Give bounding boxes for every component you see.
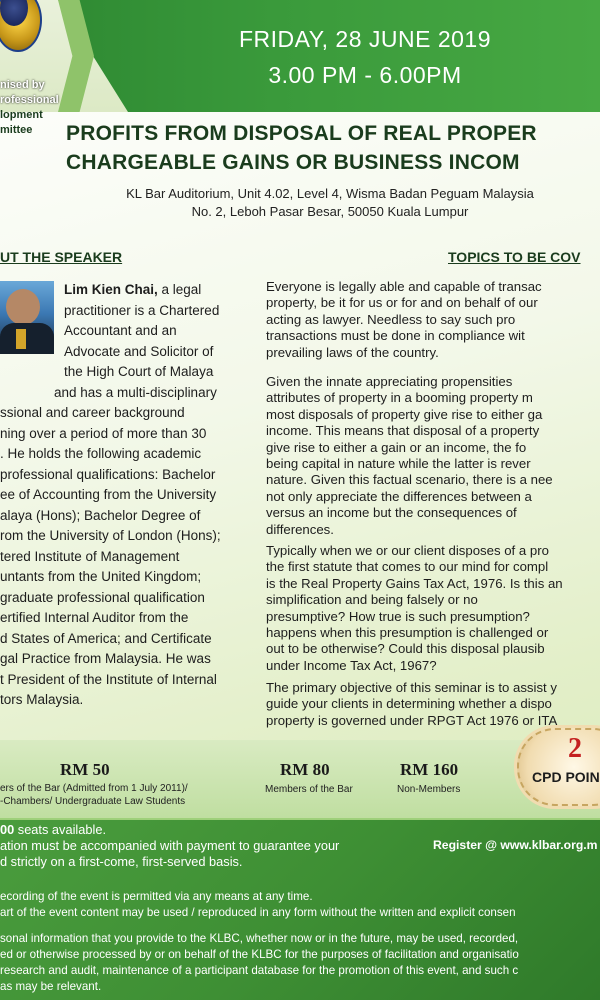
topics-line: The primary objective of this seminar is to assist y <box>266 680 557 695</box>
organiser-line: mittee <box>0 124 33 136</box>
speaker-bio-line: Advocate and Solicitor of <box>64 343 214 359</box>
organiser-line: lopment <box>0 109 43 121</box>
speaker-name: Lim Kien Chai, <box>64 282 158 297</box>
registration-note-line1: ation must be accompanied with payment to guarantee your <box>0 838 340 853</box>
speaker-bio-line: rom the University of London (Hons); <box>0 528 221 543</box>
speaker-bio-line: and has a multi-disciplinary <box>54 384 217 400</box>
speaker-bio-line: untants from the United Kingdom; <box>0 569 202 584</box>
topics-section-heading: TOPICS TO BE COV <box>448 249 581 265</box>
price-tier-2-label: Members of the Bar <box>265 784 353 795</box>
seminar-title-line1: PROFITS FROM DISPOSAL OF REAL PROPER <box>66 122 537 145</box>
speaker-bio-line: gal Practice from Malaysia. He was <box>0 651 211 666</box>
pricing-band <box>0 740 600 820</box>
topics-line: Typically when we or our client disposes of a pro <box>266 543 549 558</box>
price-tier-3-label: Non-Members <box>397 784 461 795</box>
price-tier-1: RM 50 <box>60 760 110 779</box>
cpd-points-value: 2 <box>568 733 582 764</box>
topics-line: versus an income but the consequences of <box>266 505 517 521</box>
privacy-note-line2: ed or otherwise processed by or on behalf of the KLBC for the purposes of facilitation and organisatio <box>0 948 519 961</box>
recording-note-line2: art of the event content may be used / reproduced in any form without the written and explicit consen <box>0 906 516 919</box>
topics-line: not only appreciate the differences between a <box>266 488 532 504</box>
topics-line: presumptive? How true is such presumption? <box>266 608 530 624</box>
speaker-bio-line: ssional and career background <box>0 405 185 420</box>
speaker-bio-line: ertified Internal Auditor from the <box>0 610 189 625</box>
topics-line: Everyone is legally able and capable of transac <box>266 279 542 294</box>
organiser-line: rofessional <box>0 94 59 106</box>
topics-line: simplification and being falsely or no <box>266 592 478 608</box>
price-tier-3: RM 160 <box>400 760 459 779</box>
topics-line: property, be it for us or for and on behalf of our <box>266 295 538 311</box>
event-time: 3.00 PM - 6.00PM <box>268 62 462 88</box>
topics-line: prevailing laws of the country. <box>266 344 439 360</box>
speaker-bio-line: ning over a period of more than 30 <box>0 425 207 441</box>
topics-line: the first statute that comes to our mind for compl <box>266 559 549 575</box>
speaker-bio-line: practitioner is a Chartered <box>64 302 220 318</box>
topics-line: nature. Given this factual scenario, there is a nee <box>266 472 553 488</box>
speaker-bio-line: Accountant and an <box>64 323 177 338</box>
speaker-bio-line: d States of America; and Certificate <box>0 630 212 646</box>
speaker-bio-first-line: Lim Kien Chai, a legal <box>64 282 202 297</box>
venue-line2: No. 2, Leboh Pasar Besar, 50050 Kuala Lumpur <box>191 204 469 219</box>
topics-line: acting as lawyer. Needless to say such pro <box>266 311 516 327</box>
topics-line: give rise to either a gain or an income, the fo <box>266 439 527 455</box>
topics-line: transactions must be done in compliance wit <box>266 328 525 344</box>
speaker-bio-line: the High Court of Malaya <box>64 364 214 379</box>
speaker-bio-line: tered Institute of Management <box>0 548 180 564</box>
speaker-bio-line: professional qualifications: Bachelor <box>0 466 216 482</box>
seats-available: 00 seats available. <box>0 822 106 837</box>
speaker-bio-line: alaya (Hons); Bachelor Degree of <box>0 507 201 523</box>
topics-line: guide your clients in determining whether a dispo <box>266 696 552 712</box>
topics-line: attributes of property in a booming property m <box>266 390 533 406</box>
seats-count: 00 <box>0 822 15 837</box>
topics-line: under Income Tax Act, 1967? <box>266 657 437 673</box>
topics-line: is the Real Property Gains Tax Act, 1976. Is this an <box>266 575 563 591</box>
speaker-bio-line: . He holds the following academic <box>0 446 202 461</box>
topics-line: out to be otherwise? Could this disposal plausib <box>266 641 545 657</box>
privacy-note-line4: as may be relevant. <box>0 980 102 993</box>
topics-line: property is governed under RPGT Act 1976 or ITA <box>266 712 558 728</box>
topics-line: most disposals of property give rise to either ga <box>266 406 543 422</box>
venue-line1: KL Bar Auditorium, Unit 4.02, Level 4, Wisma Badan Peguam Malaysia <box>126 186 534 201</box>
privacy-note-line3: research and audit, maintenance of a participant database for the promotion of this event, and such c <box>0 964 519 977</box>
price-tier-2: RM 80 <box>280 760 330 779</box>
speaker-bio-line: t President of the Institute of Internal <box>0 671 217 687</box>
register-link[interactable]: Register @ www.klbar.org.m <box>433 838 598 852</box>
topics-line: Given the innate appreciating propensities <box>266 374 513 389</box>
registration-note-line2: d strictly on a first-come, first-served basis. <box>0 854 243 869</box>
header-green-panel <box>58 0 600 112</box>
price-tier-1-label2: -Chambers/ Undergraduate Law Students <box>0 796 186 807</box>
topics-line: differences. <box>266 521 334 537</box>
organiser-line: nised by <box>0 79 45 91</box>
speaker-section-heading: UT THE SPEAKER <box>0 249 123 265</box>
logo-crest-icon <box>0 0 28 26</box>
speaker-bio-line: graduate professional qualification <box>0 589 205 605</box>
speaker-photo <box>0 281 54 354</box>
event-date: FRIDAY, 28 JUNE 2019 <box>238 26 492 52</box>
recording-note-line1: ecording of the event is permitted via any means at any time. <box>0 890 313 903</box>
speaker-bio-line: ee of Accounting from the University <box>0 487 217 502</box>
speaker-bio-line: tors Malaysia. <box>0 692 84 707</box>
price-tier-1-label: ers of the Bar (Admitted from 1 July 2011)/ <box>0 783 188 794</box>
topics-line: being capital in nature while the latter is rever <box>266 456 531 471</box>
cpd-badge <box>517 728 600 806</box>
topics-line: income. This means that disposal of a property <box>266 423 540 439</box>
seminar-title-line2: CHARGEABLE GAINS OR BUSINESS INCOM <box>66 151 520 174</box>
privacy-note-line1: sonal information that you provide to the KLBC, whether now or in the future, may be used, recorded, <box>0 932 519 945</box>
topics-line: happens when this presumption is challenged or <box>266 625 549 640</box>
cpd-points-label: CPD POIN <box>532 769 600 785</box>
